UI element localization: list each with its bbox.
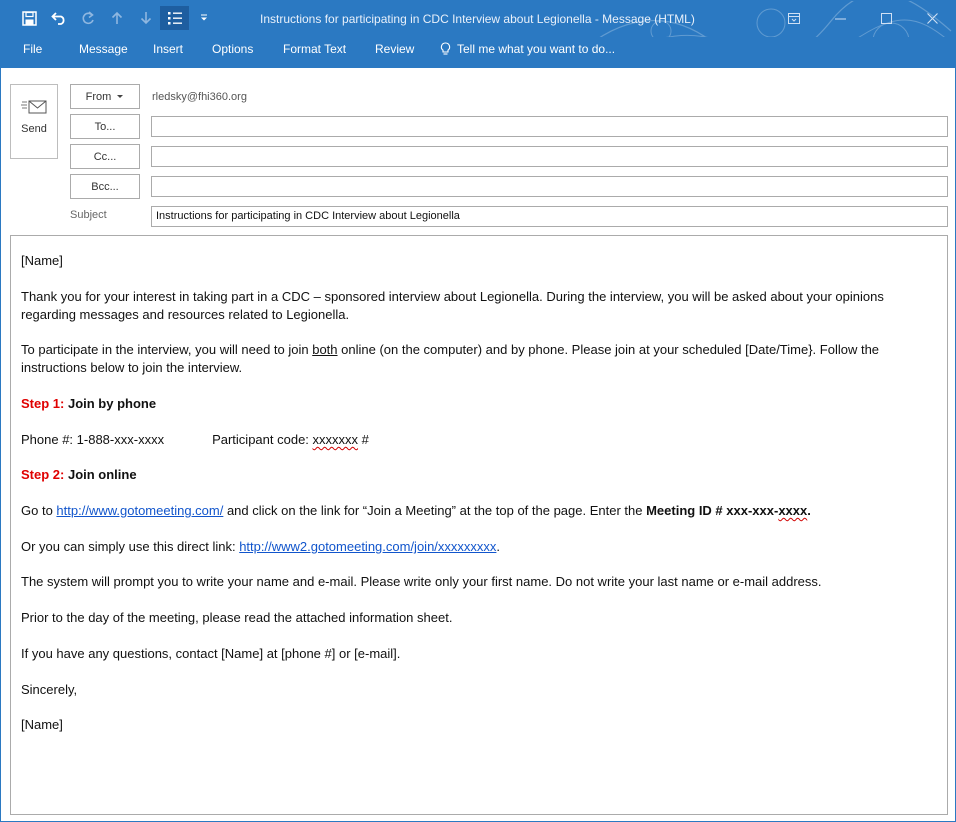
redo-icon[interactable] [73, 6, 102, 30]
meeting-id-tail: xxxx [778, 503, 808, 518]
intro-paragraph: Thank you for your interest in taking part in a CDC – sponsored interview about Legionella. During the interview, you will be asked about your opinions regarding messages and resources related to Legionella. [21, 289, 884, 322]
subject-label: Subject [70, 209, 107, 221]
direct-join-link[interactable]: http://www2.gotomeeting.com/join/xxxxxxxxx [239, 539, 497, 554]
bcc-field[interactable] [151, 176, 948, 197]
maximize-icon[interactable] [863, 9, 909, 27]
arrow-up-icon[interactable] [102, 6, 131, 30]
para2-both: both [312, 342, 338, 357]
step1-title: Join by phone [67, 396, 157, 411]
participant-label: Participant code: [212, 432, 313, 447]
participant-suffix: # [358, 432, 369, 447]
direct-pre: Or you can simply use this direct link: [21, 539, 240, 554]
goto-line [21, 502, 921, 520]
message-body[interactable] [10, 235, 948, 815]
para2-post: online (on the computer) and by phone. Please join at your scheduled [Date/Time}. Follow the instructions below to join the interview. [21, 342, 880, 375]
cc-button[interactable]: Cc... [70, 144, 140, 169]
minimize-icon[interactable] [817, 9, 863, 27]
arrow-down-icon[interactable] [131, 6, 160, 30]
from-button[interactable] [70, 84, 140, 109]
quick-access-toolbar [15, 6, 218, 30]
close-icon[interactable] [909, 9, 955, 27]
goto-mid: and click on the link for “Join a Meeting” at the top of the page. Enter the [223, 503, 647, 518]
participant-code: xxxxxxx [312, 432, 359, 447]
instructions-paragraph [21, 341, 921, 376]
tab-message[interactable]: Message [79, 42, 128, 56]
save-icon[interactable] [15, 6, 44, 30]
subject-field[interactable]: Instructions for participating in CDC Interview about Legionella [151, 206, 948, 227]
tab-insert[interactable]: Insert [153, 42, 184, 56]
direct-post: . [496, 539, 501, 554]
gotomeeting-link[interactable]: http://www.gotomeeting.com/ [56, 503, 224, 518]
to-button[interactable]: To... [70, 114, 140, 139]
step2-title: Join online [67, 467, 137, 482]
chevron-down-icon [116, 94, 124, 99]
tell-me-text: Tell me what you want to do... [457, 42, 616, 56]
para2-pre: To participate in the interview, you will need to join [21, 342, 313, 357]
title-bar [1, 1, 955, 37]
meeting-id-period: . [807, 503, 811, 518]
tab-file[interactable]: File [23, 42, 43, 56]
send-button[interactable] [10, 84, 58, 159]
to-field[interactable] [151, 116, 948, 137]
from-label: From [85, 90, 112, 103]
lightbulb-icon [440, 42, 451, 56]
step1-label: Step 1: [21, 396, 65, 411]
direct-link-line [21, 538, 921, 556]
customize-qat-dropdown-icon[interactable] [189, 6, 218, 30]
ribbon-display-options-icon[interactable] [771, 9, 817, 27]
greeting: [Name] [21, 253, 63, 268]
meeting-id-label: Meeting ID # xxx-xxx- [646, 503, 779, 518]
closing: Sincerely, [21, 682, 78, 697]
bcc-button[interactable]: Bcc... [70, 174, 140, 199]
ribbon-tab-bar [1, 37, 955, 68]
send-label: Send [21, 123, 47, 135]
prompt-paragraph: The system will prompt you to write your name and e-mail. Please write only your first name. Do not write your last name or e-mail address. [21, 574, 822, 589]
bulleted-list-icon[interactable] [160, 6, 189, 30]
step1-heading [21, 395, 921, 413]
prior-paragraph: Prior to the day of the meeting, please read the attached information sheet. [21, 610, 453, 625]
tab-options[interactable]: Options [212, 42, 254, 56]
questions-paragraph: If you have any questions, contact [Name] at [phone #] or [e-mail]. [21, 646, 401, 661]
window-controls [771, 9, 955, 27]
phone-number: Phone #: 1-888-xxx-xxxx [21, 432, 165, 447]
signature: [Name] [21, 717, 63, 732]
goto-pre: Go to [21, 503, 57, 518]
step2-heading [21, 466, 921, 484]
tab-format-text[interactable]: Format Text [283, 42, 347, 56]
undo-icon[interactable] [44, 6, 73, 30]
send-envelope-icon [21, 99, 47, 115]
cc-field[interactable] [151, 146, 948, 167]
tab-review[interactable]: Review [375, 42, 415, 56]
phone-line [21, 431, 921, 449]
window-title: Instructions for participating in CDC Interview about Legionella - Message (HTML) [260, 12, 695, 26]
from-address: rledsky@fhi360.org [152, 91, 247, 103]
step2-label: Step 2: [21, 467, 65, 482]
tell-me-box[interactable] [440, 42, 615, 56]
